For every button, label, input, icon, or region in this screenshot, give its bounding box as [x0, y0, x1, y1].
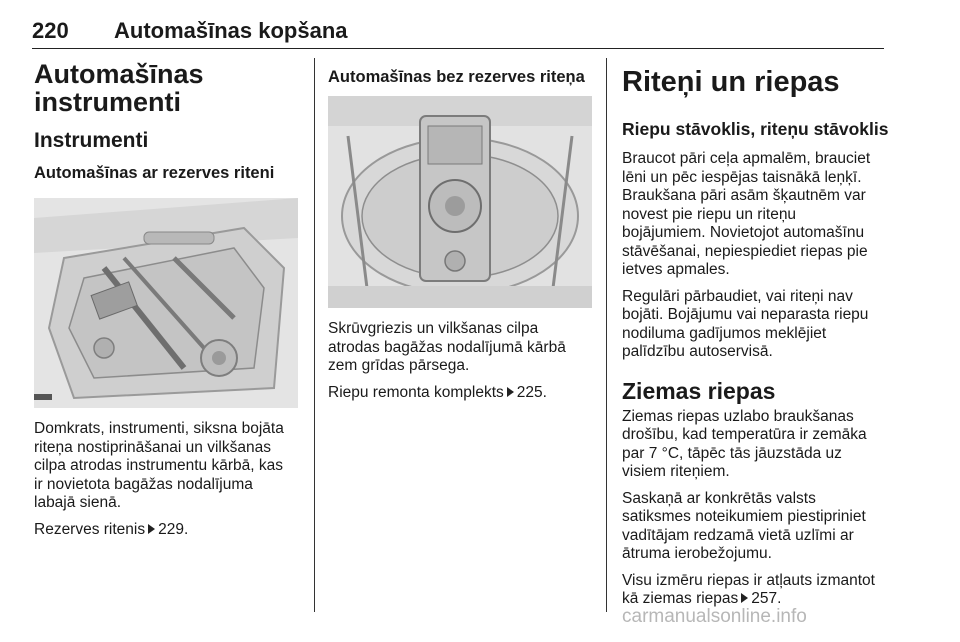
page-ref-arrow-icon — [148, 524, 155, 534]
watermark: carmanualsonline.info — [622, 606, 807, 627]
col3-paragraph-4: Saskaņā ar konkrētās valsts satiksmes noteikumiem piestipriniet vadītājam redzamā vietā uzlīmi ar ātruma ierobežojumu. — [622, 489, 866, 562]
col1-ref-page[interactable]: 229. — [158, 520, 189, 538]
col3-ref-text: Visu izmēru riepas ir atļauts izmantot kā ziemas riepas — [622, 571, 875, 607]
col2-body: Skrūvgriezis un vilkšanas cilpa atrodas bagāžas nodalījumā kārbā zem grīdas pārsega. — [328, 320, 566, 374]
col1-body: Domkrats, instrumenti, siksna bojāta riteņa nostiprināšanai un vilkšanas cilpa atrodas instrumentu kārbā, kas ir novietota bagāžas nodalījuma labajā sienā. — [34, 420, 284, 511]
header-rule — [32, 48, 884, 49]
col2-subsection-heading: Automašīnas bez rezerves riteņa — [328, 68, 585, 86]
col1-section-heading: Instrumenti — [34, 129, 149, 152]
col1-text — [34, 420, 302, 539]
column-1 — [34, 60, 302, 184]
column-divider-2 — [606, 58, 607, 612]
column-2 — [328, 60, 594, 88]
column-3 — [622, 60, 890, 609]
col3-ref-page[interactable]: 257. — [751, 590, 782, 607]
col3-paragraph-5 — [622, 572, 890, 609]
col2-reference — [328, 384, 594, 403]
col1-reference — [34, 521, 302, 540]
col3-section2-heading: Ziemas riepas — [622, 377, 776, 404]
page-header — [32, 18, 884, 52]
col2-ref-text: Riepu remonta komplekts — [328, 383, 504, 401]
page-ref-arrow-icon — [507, 387, 514, 397]
column-divider-1 — [314, 58, 315, 612]
col2-ref-page[interactable]: 225. — [516, 383, 547, 401]
chapter-title: Automašīnas kopšana — [114, 18, 348, 43]
col1-subsection-heading: Automašīnas ar rezerves riteni — [34, 164, 275, 182]
spare-tray-illustration — [328, 96, 592, 308]
col1-title: Automašīnas instrumenti — [34, 59, 204, 117]
page-ref-arrow-icon — [741, 593, 748, 603]
col2-text — [328, 320, 594, 402]
toolbox-drawing — [34, 198, 298, 408]
col3-paragraph-1: Braucot pāri ceļa apmalēm, brauciet lēni un pēc iespējas taisnākā leņķī. Braukšana pāri asām šķautnēm var novest pie riepu un riteņu bojājumiem. Novietojot automašīnu stāvēšanai, nepiespiediet riepas pie ietves apmales. — [622, 150, 871, 278]
col3-paragraph-2: Regulāri pārbaudiet, vai riteņi nav bojāti. Bojājumu vai neparasta riepu nodiluma gadījumos meklējiet palīdzību autoservisā. — [622, 287, 869, 360]
col3-title: Riteņi un riepas — [622, 66, 840, 98]
col1-ref-text: Rezerves ritenis — [34, 520, 146, 538]
col3-section1-heading: Riepu stāvoklis, riteņu stāvoklis — [622, 119, 889, 139]
spare-tray-drawing — [328, 96, 592, 308]
col3-paragraph-3: Ziemas riepas uzlabo braukšanas drošību, kad temperatūra ir zemāka par 7 °C, tāpēc tās jāuzstāda uz visiem riteņiem. — [622, 407, 867, 480]
page-number: 220 — [32, 18, 69, 43]
toolbox-illustration — [34, 198, 298, 408]
